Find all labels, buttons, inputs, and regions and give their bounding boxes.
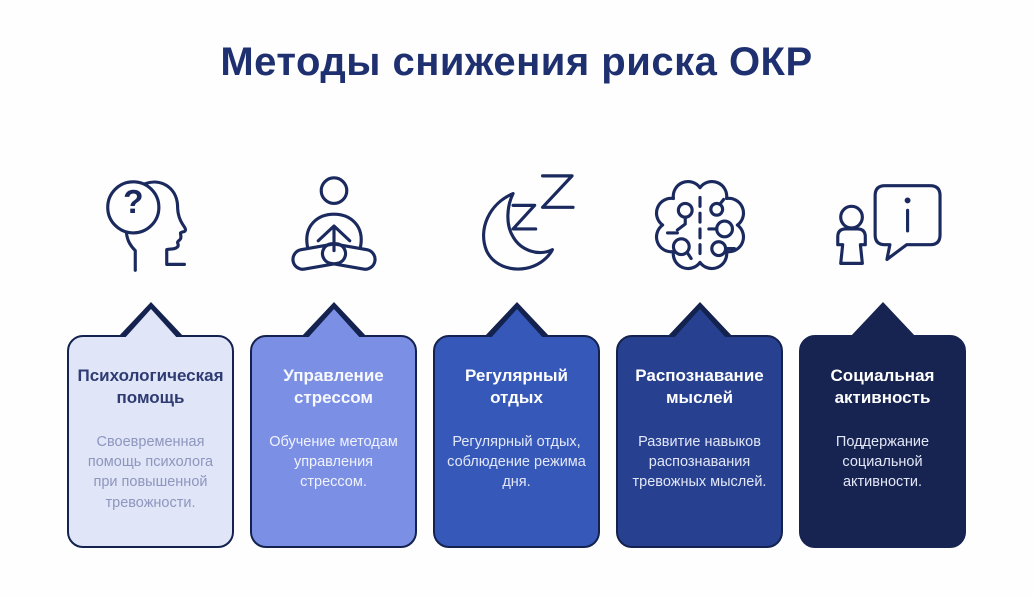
brain-circuit-icon	[640, 167, 760, 287]
method-column-regular-rest	[433, 117, 600, 548]
person-info-icon	[823, 167, 943, 287]
meditation-icon	[274, 167, 394, 287]
card-body-text: Поддержание социальной активности.	[835, 433, 930, 491]
head-question-icon	[91, 167, 211, 287]
card-body-text: Своевременная помощь психолога при повышенной тревожности.	[87, 433, 214, 511]
moon-zzz-icon	[457, 167, 577, 287]
method-column-social-activity	[799, 117, 966, 548]
card-heading: Психологическая помощь	[77, 366, 224, 408]
method-card	[250, 335, 417, 548]
card-body-text: Регулярный отдых, соблюдение режима дня.	[447, 433, 586, 491]
method-card	[616, 335, 783, 548]
method-column-thought-recognition	[616, 117, 783, 548]
method-column-stress-management	[250, 117, 417, 548]
card-heading: Распознавание мыслей	[635, 366, 764, 408]
method-card	[799, 335, 966, 548]
card-body-text: Развитие навыков распознавания тревожных мыслей.	[632, 433, 767, 491]
method-card	[433, 335, 600, 548]
method-column-psychological-help	[67, 117, 234, 548]
card-heading: Управление стрессом	[283, 366, 384, 408]
cards-row	[0, 117, 1033, 548]
card-body-text: Обучение методам управления стрессом.	[269, 433, 398, 491]
card-heading: Социальная активность	[830, 366, 935, 408]
card-heading: Регулярный отдых	[464, 366, 569, 408]
page-title: Методы снижения риска ОКР	[220, 40, 813, 84]
method-card	[67, 335, 234, 548]
svg-text:?: ?	[122, 184, 144, 222]
